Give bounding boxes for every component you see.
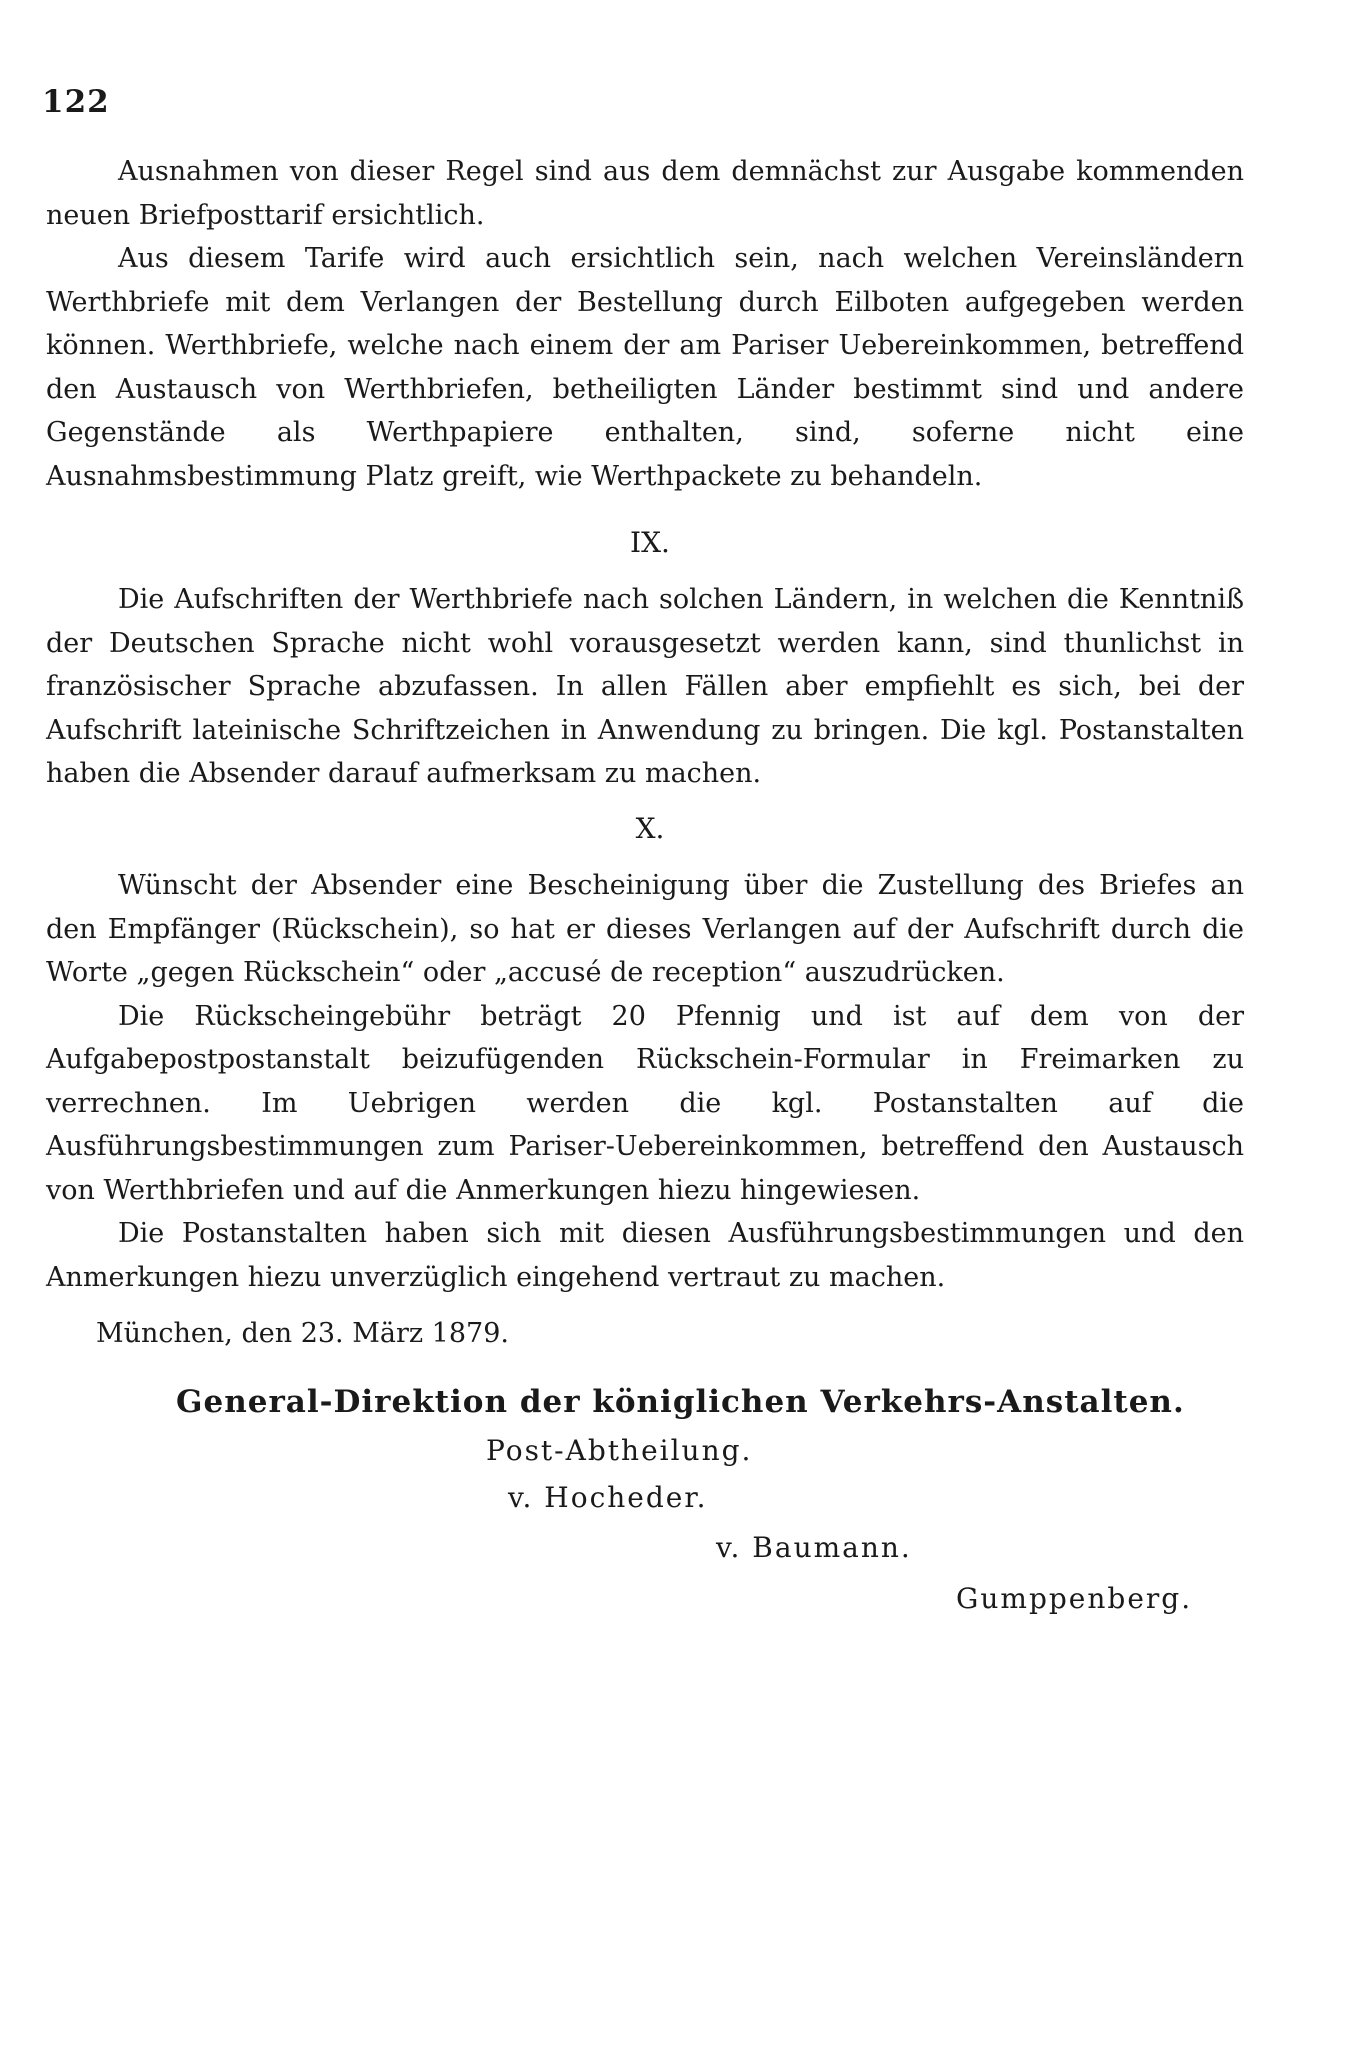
page-number: 122 — [42, 84, 110, 120]
signature-baumann: v. Baumann. — [716, 1531, 912, 1564]
section-ix-paragraph: Die Aufschriften der Werthbriefe nach solchen Ländern, in welchen die Kenntniß der Deutschen Sprache nicht wohl vorausgesetzt werden kann, sind thunlichst in französischer Sprache abzufassen. In allen Fällen aber empfiehlt es sich, bei der Aufschrift lateinische Schriftzeichen in Anwendung zu bringen. Die kgl. Postanstalten haben die Absender darauf aufmerksam zu machen. — [46, 584, 1244, 789]
section-x-block — [46, 864, 1244, 1299]
section-x-paragraph: Wünscht der Absender eine Bescheinigung über die Zustellung des Briefes an den Empfänger (Rückschein), so hat er dieses Verlangen auf der Aufschrift durch die Worte „gegen Rückschein“ oder „accusé de reception“ auszudrücken. — [46, 870, 1244, 988]
section-heading-x: X. — [635, 812, 665, 845]
place-date: München, den 23. März 1879. — [96, 1318, 509, 1349]
issuing-authority: General-Direktion der königlichen Verkehrs-Anstalten. — [176, 1384, 1185, 1420]
section-x-paragraph: Die Postanstalten haben sich mit diesen Ausführungsbestimmungen und den Anmerkungen hiezu unverzüglich eingehend vertraut zu machen. — [46, 1218, 1244, 1293]
section-heading-ix: IX. — [630, 526, 670, 559]
signature-hocheder: v. Hocheder. — [508, 1481, 708, 1514]
signature-gumppenberg: Gumppenberg. — [956, 1582, 1193, 1615]
intro-paragraph: Aus diesem Tarife wird auch ersichtlich sein, nach welchen Vereinsländern Werthbriefe mit dem Verlangen der Bestellung durch Eilboten aufgegeben werden können. Werthbriefe, welche nach einem der am Pariser Uebereinkommen, betreffend den Austausch von Werthbriefen, betheiligten Länder bestimmt sind und andere Gegenstände als Werthpapiere enthalten, sind, soferne nicht eine Ausnahmsbestimmung Platz greift, wie Werthpackete zu behandeln. — [46, 243, 1244, 492]
intro-block — [46, 150, 1244, 498]
section-ix-block — [46, 578, 1244, 796]
division-name: Post-Abtheilung. — [486, 1434, 753, 1467]
intro-paragraph: Ausnahmen von dieser Regel sind aus dem demnächst zur Ausgabe kommenden neuen Briefposttarif ersichtlich. — [46, 156, 1244, 231]
section-x-paragraph: Die Rückscheingebühr beträgt 20 Pfennig und ist auf dem von der Aufgabepostpostanstalt beizufügenden Rückschein-Formular in Freimarken zu verrechnen. Im Uebrigen werden die kgl. Postanstalten auf die Ausführungsbestimmungen zum Pariser-Uebereinkommen, betreffend den Austausch von Werthbriefen und auf die Anmerkungen hiezu hingewiesen. — [46, 1000, 1244, 1206]
